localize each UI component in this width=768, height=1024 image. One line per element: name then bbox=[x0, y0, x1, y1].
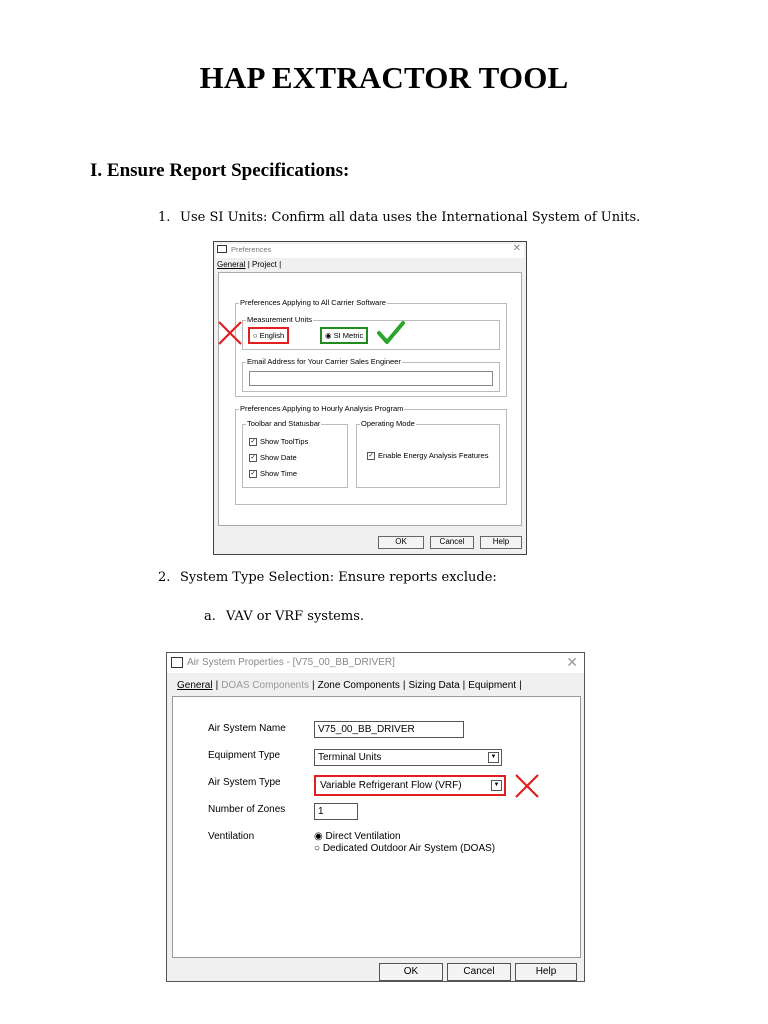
si-metric-label: SI Metric bbox=[333, 331, 364, 340]
carrier-group bbox=[235, 298, 507, 397]
air-system-title-bar bbox=[167, 653, 584, 673]
doas-label: Dedicated Outdoor Air System (DOAS) bbox=[322, 843, 496, 854]
tab-general[interactable]: General bbox=[217, 260, 246, 269]
air-system-name-input[interactable]: V75_00_BB_DRIVER bbox=[314, 721, 464, 738]
number-of-zones-label: Number of Zones bbox=[208, 804, 286, 815]
equipment-type-label: Equipment Type bbox=[208, 750, 281, 761]
step-2-number: 2. bbox=[158, 570, 171, 585]
show-time-checkbox[interactable]: ✓ Show Time bbox=[250, 469, 298, 478]
ventilation-label: Ventilation bbox=[208, 831, 255, 842]
equipment-type-value: Terminal Units bbox=[318, 752, 382, 763]
chevron-down-icon[interactable]: ▼ bbox=[488, 752, 499, 763]
air-system-pane bbox=[172, 696, 581, 958]
ok-button[interactable]: OK bbox=[378, 536, 424, 549]
tab-sizing-data[interactable]: Sizing Data bbox=[408, 680, 460, 691]
step-1 bbox=[158, 210, 640, 225]
show-date-checkbox[interactable]: ✓ Show Date bbox=[250, 453, 297, 462]
preferences-title-bar bbox=[216, 244, 524, 258]
equipment-type-select[interactable] bbox=[314, 749, 502, 766]
red-x-mark-icon bbox=[216, 318, 246, 348]
preferences-pane bbox=[218, 272, 522, 526]
tab-doas-components[interactable]: DOAS Components bbox=[221, 680, 310, 691]
help-button[interactable]: Help bbox=[480, 536, 522, 549]
email-group-label: Email Address for Your Carrier Sales Engineer bbox=[247, 357, 401, 366]
app-icon bbox=[171, 657, 183, 668]
tab-project[interactable]: Project bbox=[252, 260, 277, 269]
direct-ventilation-radio[interactable]: ◉ Direct Ventilation bbox=[314, 831, 401, 842]
step-2-text: System Type Selection: Ensure reports exclude: bbox=[180, 570, 497, 585]
document-title: HAP EXTRACTOR TOOL bbox=[199, 60, 569, 95]
preferences-title: Preferences bbox=[231, 245, 272, 254]
energy-features-checkbox[interactable]: ✓ Enable Energy Analysis Features bbox=[368, 451, 489, 460]
show-date-label: Show Date bbox=[260, 453, 297, 462]
units-group-label: Measurement Units bbox=[247, 315, 313, 324]
tab-equipment[interactable]: Equipment bbox=[468, 680, 517, 691]
tab-general[interactable]: General bbox=[177, 680, 213, 691]
cancel-button[interactable]: Cancel bbox=[447, 963, 511, 981]
email-group bbox=[242, 357, 500, 392]
step-2a-number: a. bbox=[204, 609, 216, 624]
section-heading: I. Ensure Report Specifications: bbox=[90, 160, 350, 181]
show-tooltips-label: Show ToolTips bbox=[260, 437, 309, 446]
step-2 bbox=[158, 570, 497, 585]
app-icon bbox=[217, 245, 227, 253]
operating-group bbox=[356, 419, 500, 488]
energy-features-label: Enable Energy Analysis Features bbox=[378, 451, 489, 460]
preferences-tabs: General | Project | bbox=[217, 260, 282, 269]
hap-group-label: Preferences Applying to Hourly Analysis Program bbox=[240, 404, 404, 413]
step-1-text: Use SI Units: Confirm all data uses the International System of Units. bbox=[180, 210, 641, 225]
si-metric-radio[interactable]: ◉ SI Metric bbox=[320, 327, 368, 344]
air-system-title: Air System Properties - [V75_00_BB_DRIVER] bbox=[187, 657, 395, 668]
show-time-label: Show Time bbox=[260, 469, 298, 478]
close-icon[interactable]: ✕ bbox=[566, 654, 578, 670]
operating-group-label: Operating Mode bbox=[361, 419, 415, 428]
air-system-type-label: Air System Type bbox=[208, 777, 281, 788]
toolbar-group-label: Toolbar and Statusbar bbox=[247, 419, 321, 428]
air-system-tabs: General | DOAS Components | Zone Components | Sizing Data | Equipment | bbox=[177, 680, 522, 691]
email-input[interactable] bbox=[249, 371, 493, 386]
air-system-name-label: Air System Name bbox=[208, 723, 286, 734]
hap-group bbox=[235, 404, 507, 505]
help-button[interactable]: Help bbox=[515, 963, 577, 981]
chevron-down-icon[interactable]: ▼ bbox=[491, 780, 502, 791]
green-check-mark-icon bbox=[376, 320, 406, 346]
air-system-dialog bbox=[166, 652, 585, 982]
red-x-mark-icon bbox=[512, 771, 542, 801]
step-2a bbox=[204, 609, 364, 624]
ok-button[interactable]: OK bbox=[379, 963, 443, 981]
close-icon[interactable]: ✕ bbox=[512, 243, 521, 254]
preferences-dialog bbox=[213, 241, 527, 555]
direct-ventilation-label: Direct Ventilation bbox=[325, 831, 401, 842]
show-tooltips-checkbox[interactable]: ✓ Show ToolTips bbox=[250, 437, 309, 446]
number-of-zones-input[interactable]: 1 bbox=[314, 803, 358, 820]
step-1-number: 1. bbox=[158, 210, 171, 225]
air-system-type-value: Variable Refrigerant Flow (VRF) bbox=[320, 780, 462, 791]
toolbar-group bbox=[242, 419, 348, 488]
english-label: English bbox=[259, 331, 285, 340]
cancel-button[interactable]: Cancel bbox=[430, 536, 474, 549]
tab-zone-components[interactable]: Zone Components bbox=[317, 680, 400, 691]
step-2a-text: VAV or VRF systems. bbox=[226, 609, 365, 624]
air-system-type-select[interactable] bbox=[314, 775, 506, 796]
english-radio[interactable]: ○ English bbox=[248, 327, 289, 344]
doas-radio[interactable]: ○ Dedicated Outdoor Air System (DOAS) bbox=[314, 843, 496, 854]
carrier-group-label: Preferences Applying to All Carrier Software bbox=[240, 298, 386, 307]
